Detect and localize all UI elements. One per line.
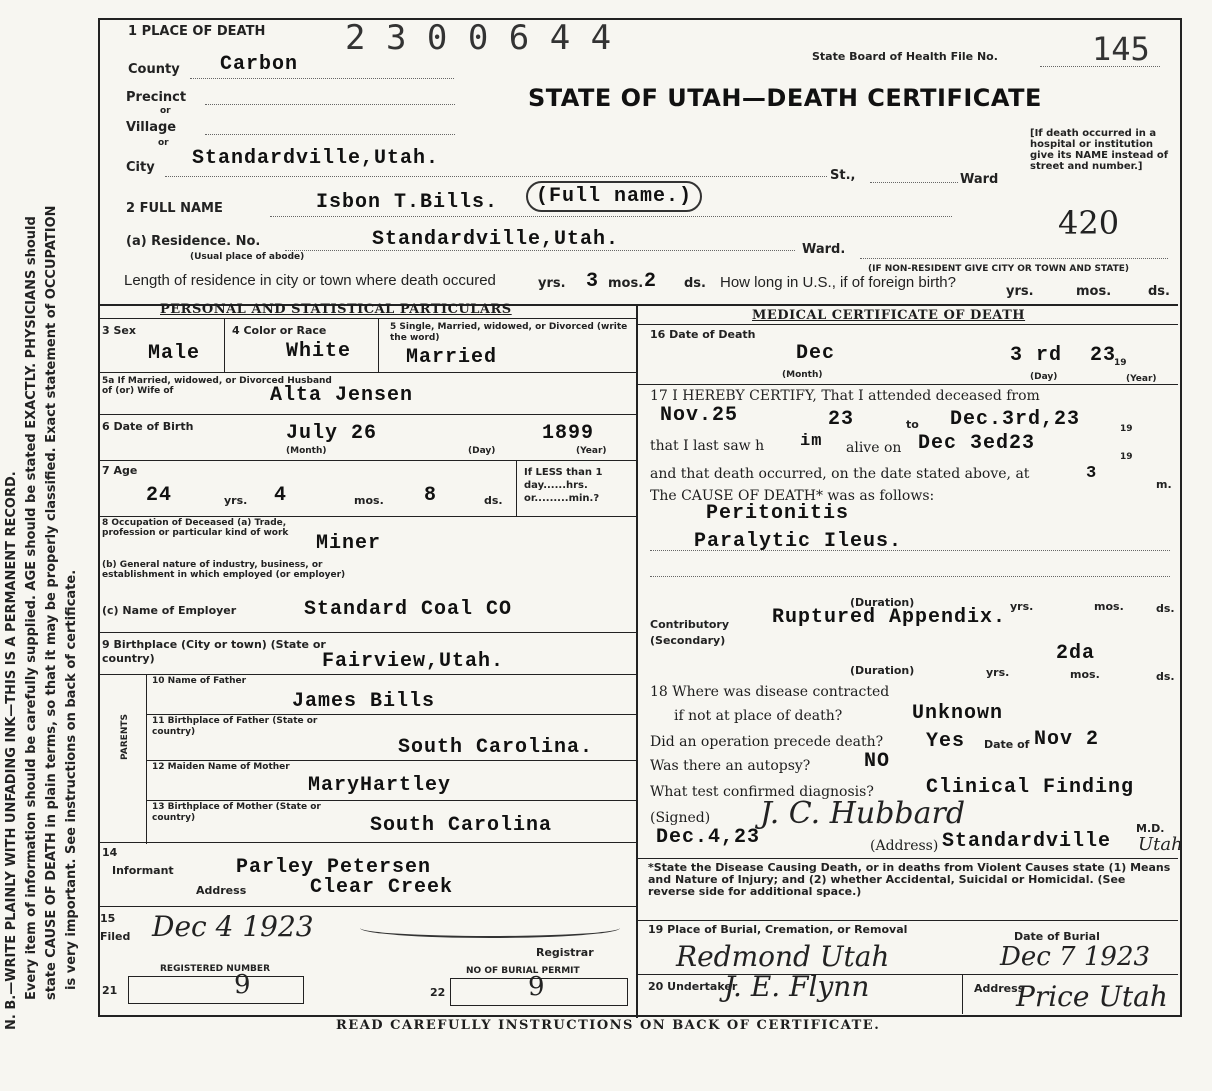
footer-instructions: READ CAREFULLY INSTRUCTIONS ON BACK OF CERTIFICATE. — [336, 1018, 881, 1033]
stamp-number: 2 3 0 0 6 4 4 — [345, 18, 612, 58]
industry-label: (b) General nature of industry, business, or establishment in which employed (or employer) — [102, 560, 346, 580]
burial-label: 19 Place of Burial, Cremation, or Removal — [648, 923, 908, 936]
county-value: Carbon — [220, 53, 299, 76]
employer-label: (c) Name of Employer — [102, 604, 237, 617]
rule-14 — [98, 906, 636, 907]
death-month-label: (Month) — [782, 370, 823, 380]
place-of-death-label: 1 PLACE OF DEATH — [128, 24, 266, 39]
rule-footnote — [636, 920, 1178, 921]
informant-address: Clear Creek — [310, 876, 454, 899]
color-value: White — [286, 340, 352, 363]
informant-label: Informant — [112, 864, 174, 877]
death-century: 19 — [1114, 358, 1127, 368]
res-months: 3 — [586, 270, 600, 293]
us-ds: ds. — [1148, 284, 1170, 299]
sidebar-line-4: is very important. See instructions on back of certificate. — [64, 569, 79, 990]
rule-10 — [146, 714, 636, 715]
age-yrs-label: yrs. — [224, 494, 248, 507]
md-label: M.D. — [1136, 822, 1165, 835]
attended-century: 19 — [1120, 424, 1133, 434]
duration-mos-2: mos. — [1070, 668, 1100, 681]
parents-label: PARENTS — [120, 714, 130, 760]
village-line — [205, 134, 455, 135]
ward2-line — [860, 258, 1168, 259]
signed-date: Dec.4,23 — [656, 826, 761, 849]
certify-label: 17 I HEREBY CERTIFY, That I attended deceased from — [650, 388, 1040, 404]
test-label: What test confirmed diagnosis? — [650, 784, 874, 800]
spouse-label: 5a If Married, widowed, or Divorced Husband of (or) Wife of — [102, 376, 332, 396]
full-name-line — [270, 216, 952, 217]
sex-label: 3 Sex — [102, 324, 136, 337]
burial-place: Redmond Utah — [676, 940, 890, 973]
village-label: Village — [126, 120, 177, 135]
residence-value: Standardville,Utah. — [372, 228, 620, 251]
father-bp: South Carolina. — [398, 736, 594, 759]
us-label: How long in U.S., if of foreign birth? — [720, 274, 956, 291]
cause-2: Paralytic Ileus. — [694, 530, 903, 553]
death-date-label: 16 Date of Death — [650, 328, 756, 341]
st-label: St., — [830, 168, 856, 183]
operation-value: Yes — [926, 730, 966, 753]
informant-num: 14 — [102, 846, 118, 859]
op-date-label: Date of — [984, 738, 1030, 751]
occupation-value: Miner — [316, 532, 382, 555]
ward-label: Ward — [960, 172, 999, 187]
box22-label: 22 — [430, 986, 446, 999]
death-year: 23 — [1090, 344, 1117, 367]
nonresident-note: (IF NON-RESIDENT GIVE CITY OR TOWN AND STATE) — [868, 264, 1130, 274]
residence-label: (a) Residence. No. — [126, 234, 261, 249]
dob-month-label: (Month) — [286, 446, 327, 456]
ward2-label: Ward. — [802, 242, 846, 257]
footnote: *State the Disease Causing Death, or in deaths from Violent Causes state (1) Means and Nature of Injury; and (2) whether Accidental, Suicidal or Homicidal. (See reverse side for additional space.) — [648, 861, 1171, 898]
burial-permit-label: NO OF BURIAL PERMIT — [466, 966, 580, 976]
marital-label: 5 Single, Married, widowed, or Divorced (write the word) — [390, 322, 628, 343]
cause-line-2 — [650, 576, 1170, 577]
undertaker-label: 20 Undertaker — [648, 980, 738, 993]
death-month: Dec — [796, 342, 836, 365]
rule-5 — [98, 372, 636, 373]
personal-section-title: PERSONAL AND STATISTICAL PARTICULARS — [160, 302, 512, 317]
time-m-label: m. — [1156, 478, 1172, 491]
city-value: Standardville,Utah. — [192, 147, 440, 170]
age-label: 7 Age — [102, 464, 138, 477]
occurred-label: and that death occurred, on the date stated above, at — [650, 466, 1030, 482]
spouse-value: Alta Jensen — [270, 384, 414, 407]
father-name-label: 10 Name of Father — [152, 676, 247, 686]
age-years: 24 — [146, 484, 173, 507]
rule-burial — [636, 974, 1178, 975]
duration-label-2: (Duration) — [850, 664, 915, 677]
duration-mos-1: mos. — [1094, 600, 1124, 613]
attended-from-year: 23 — [828, 408, 855, 431]
birthplace-value: Fairview,Utah. — [322, 650, 505, 673]
st-line — [870, 182, 958, 183]
res-ds-label: ds. — [684, 276, 706, 291]
if-not-label: if not at place of death? — [674, 708, 843, 724]
death-time: 3 — [1086, 464, 1098, 483]
city-line — [165, 176, 827, 177]
occupation-label: 8 Occupation of Deceased (a) Trade, profession or particular kind of work — [102, 518, 289, 538]
precinct-label: Precinct — [126, 90, 187, 105]
burial-date-label: Date of Burial — [1014, 930, 1100, 943]
rule-6 — [98, 460, 636, 461]
burial-date: Dec 7 1923 — [1000, 942, 1151, 972]
registrar-signature-mark — [360, 918, 620, 938]
father-name: James Bills — [292, 690, 436, 713]
dob-label: 6 Date of Birth — [102, 420, 194, 433]
filed-date: Dec 4 1923 — [152, 910, 314, 943]
medical-section-title: MEDICAL CERTIFICATE OF DEATH — [752, 308, 1026, 323]
county-line — [190, 78, 454, 79]
sidebar-line-2: Every item of information should be carefully supplied. AGE should be stated EXACTLY. PHYSICIANS should — [24, 216, 39, 1000]
death-day-label: (Day) — [1030, 372, 1058, 382]
mother-bp: South Carolina — [370, 814, 553, 837]
filed-label: Filed — [100, 930, 131, 943]
full-name-note: (Full name.) — [526, 181, 702, 212]
rule-12 — [146, 800, 636, 801]
secondary-label: (Secondary) — [650, 634, 726, 647]
age-days: 8 — [424, 484, 438, 507]
sidebar-line-1: N. B.—WRITE PLAINLY WITH UNFADING INK—THIS IS A PERMANENT RECORD. — [4, 471, 19, 1030]
undertaker-address-label: Address — [974, 982, 1025, 995]
duration-yrs-2: yrs. — [986, 666, 1010, 679]
rule-13 — [98, 842, 636, 843]
cause-line-1 — [650, 550, 1170, 551]
death-day: 3 rd — [1010, 344, 1063, 367]
death-year-label: (Year) — [1126, 374, 1157, 384]
res-yrs-label: yrs. — [538, 276, 566, 291]
full-name-value: Isbon T.Bills. — [316, 191, 499, 214]
dob-day-label: (Day) — [468, 446, 496, 456]
color-divider — [378, 318, 379, 372]
last-saw-label: that I last saw h — [650, 438, 765, 454]
contributory-value: Ruptured Appendix. — [772, 606, 1007, 629]
where-label: 18 Where was disease contracted — [650, 684, 890, 700]
signed-address: Standardville — [942, 830, 1112, 853]
us-yrs: yrs. — [1006, 284, 1034, 299]
last-saw-century: 19 — [1120, 452, 1133, 462]
informant-address-label: Address — [196, 884, 247, 897]
county-label: County — [128, 62, 180, 77]
undertaker-divider — [962, 974, 963, 1014]
reg-number-label: REGISTERED NUMBER — [160, 964, 270, 974]
alive-label: alive on — [846, 440, 902, 456]
rule-5a — [98, 414, 636, 415]
duration-label-1: (Duration) — [850, 596, 915, 609]
physician-signature: J. C. Hubbard — [760, 796, 966, 831]
sex-value: Male — [148, 342, 201, 365]
birthplace-label: 9 Birthplace (City or town) (State or country) — [102, 638, 326, 665]
sex-divider — [224, 318, 225, 372]
or-label-2: or — [158, 138, 169, 148]
autopsy-value: NO — [864, 750, 891, 773]
marital-value: Married — [406, 346, 498, 369]
center-divider — [636, 304, 638, 1018]
hospital-value: 420 — [1058, 204, 1120, 242]
test-value: Clinical Finding — [926, 776, 1135, 799]
age-mos-label: mos. — [354, 494, 384, 507]
employer-value: Standard Coal CO — [304, 598, 513, 621]
age-months: 4 — [274, 484, 288, 507]
certificate-title: STATE OF UTAH—DEATH CERTIFICATE — [528, 84, 1042, 112]
box22-value: 9 — [528, 972, 545, 1002]
rule-7 — [98, 516, 636, 517]
less-than-label: If LESS than 1 day......hrs. or.........min.? — [524, 467, 603, 504]
length-label: Length of residence in city or town where death occured — [124, 272, 496, 289]
hospital-note: [If death occurred in a hospital or institution give its NAME instead of street and number.] — [1030, 128, 1169, 172]
or-label-1: or — [160, 106, 171, 116]
rule-16 — [636, 384, 1178, 385]
attended-from: Nov.25 — [660, 404, 739, 427]
father-bp-label: 11 Birthplace of Father (State or country) — [152, 716, 318, 737]
res-days: 2 — [644, 270, 658, 293]
precinct-line — [205, 104, 455, 105]
last-saw-him: im — [800, 432, 823, 451]
signed-label: (Signed) — [650, 810, 711, 826]
registrar-label: Registrar — [536, 946, 594, 959]
dob-year-label: (Year) — [576, 446, 607, 456]
signed-address-label: (Address) — [870, 838, 939, 854]
file-number: 145 — [1092, 30, 1150, 68]
rule-8 — [98, 632, 636, 633]
box21-value: 9 — [234, 970, 251, 1000]
contributory-label: Contributory — [650, 618, 730, 631]
duration-ds-1: ds. — [1156, 602, 1175, 615]
mother-name: MaryHartley — [308, 774, 452, 797]
residence-sub: (Usual place of abode) — [190, 252, 305, 262]
sidebar-line-3: state CAUSE OF DEATH in plain terms, so that it may be properly classified. Exact statement of OCCUPATION — [44, 205, 59, 1000]
age-divider — [516, 460, 517, 516]
autopsy-label: Was there an autopsy? — [650, 758, 811, 774]
age-ds-label: ds. — [484, 494, 503, 507]
res-mos-label: mos. — [608, 276, 644, 291]
box21 — [128, 976, 304, 1004]
personal-title-rule — [98, 318, 636, 319]
last-saw-date: Dec 3ed23 — [918, 432, 1036, 455]
cause-label: The CAUSE OF DEATH* was as follows: — [650, 488, 935, 504]
operation-label: Did an operation precede death? — [650, 734, 884, 750]
rule-9 — [98, 674, 636, 675]
signed-address-state: Utah — [1138, 834, 1183, 855]
contributory-duration: 2da — [1056, 642, 1096, 665]
undertaker-signature: J. E. Flynn — [724, 970, 870, 1003]
informant-value: Parley Petersen — [236, 856, 432, 879]
box21-label: 21 — [102, 984, 118, 997]
op-date: Nov 2 — [1034, 728, 1100, 751]
duration-ds-2: ds. — [1156, 670, 1175, 683]
city-label: City — [126, 160, 155, 175]
rule-signed — [636, 858, 1178, 859]
mother-bp-label: 13 Birthplace of Mother (State or country) — [152, 802, 321, 823]
attended-to-label: to — [906, 418, 919, 431]
dob-year: 1899 — [542, 422, 595, 445]
medical-title-rule — [636, 324, 1178, 325]
full-name-label: 2 FULL NAME — [126, 201, 223, 216]
color-label: 4 Color or Race — [232, 324, 327, 337]
cause-1: Peritonitis — [706, 502, 850, 525]
dob-month-day: July 26 — [286, 422, 378, 445]
rule-11 — [146, 760, 636, 761]
mother-name-label: 12 Maiden Name of Mother — [152, 762, 290, 772]
duration-yrs-1: yrs. — [1010, 600, 1034, 613]
file-label: State Board of Health File No. — [812, 50, 998, 63]
filed-num: 15 — [100, 912, 116, 925]
undertaker-address: Price Utah — [1016, 980, 1168, 1013]
where-value: Unknown — [912, 702, 1004, 725]
attended-to: Dec.3rd,23 — [950, 408, 1081, 431]
parents-divider — [146, 674, 147, 844]
us-mos: mos. — [1076, 284, 1112, 299]
